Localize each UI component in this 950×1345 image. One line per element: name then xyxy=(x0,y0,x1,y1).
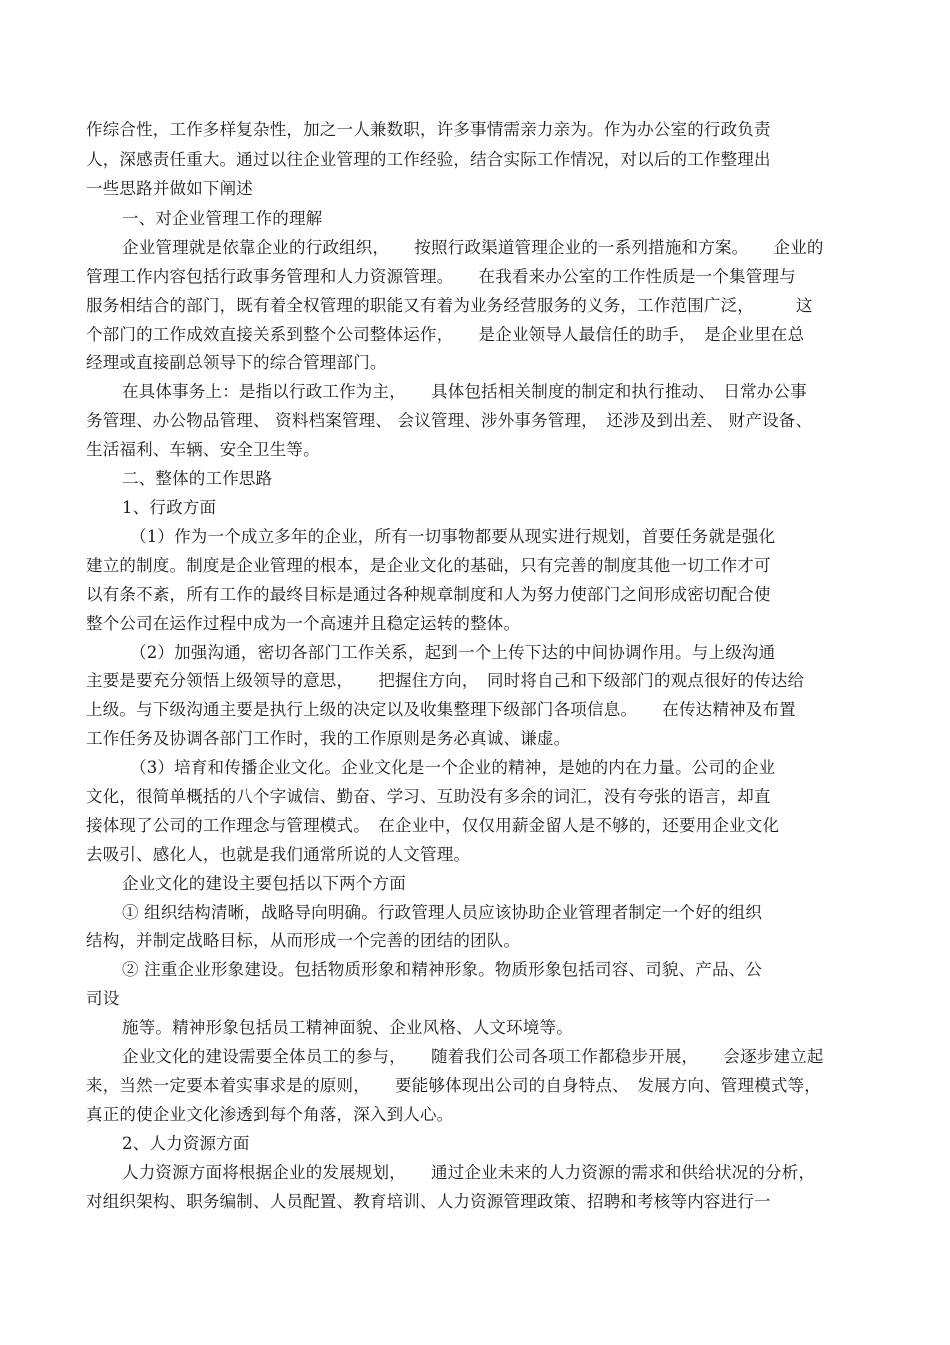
paragraph-line: 生活福利、车辆、安全卫生等。 xyxy=(86,440,320,459)
paragraph-line: 管理工作内容包括行政事务管理和人力资源管理。 在我看来办公室的工作性质是一个集管理与 xyxy=(86,267,796,286)
paragraph-line: 企业管理就是依靠企业的行政组织， 按照行政渠道管理企业的一系列措施和方案。 企业的 xyxy=(122,238,824,257)
paragraph-line: 服务相结合的部门，既有着全权管理的职能又有着为业务经营服务的义务，工作范围广泛， 这 xyxy=(86,296,813,315)
paragraph-line: 司设 xyxy=(86,989,120,1008)
paragraph-line: 去吸引、感化人，也就是我们通常所说的人文管理。 xyxy=(86,845,471,864)
paragraph-line: 个部门的工作成效直接关系到整个公司整体运作， 是企业领导人最信任的助手， 是企业里在总 xyxy=(86,325,805,344)
paragraph-line: 接体现了公司的工作理念与管理模式。 在企业中，仅仅用薪金留人是不够的，还要用企业文化 xyxy=(86,816,780,835)
paragraph-line: 以有条不紊，所有工作的最终目标是通过各种规章制度和人为努力使部门之间形成密切配合使 xyxy=(86,585,771,604)
paragraph-line: 真正的使企业文化渗透到每个角落，深入到人心。 xyxy=(86,1105,454,1124)
paragraph-line: （3）培育和传播企业文化。企业文化是一个企业的精神，是她的内在力量。公司的企业 xyxy=(130,758,776,777)
paragraph-line: 企业文化的建设主要包括以下两个方面 xyxy=(122,874,406,893)
paragraph-line: （2）加强沟通，密切各部门工作关系，起到一个上传下达的中间协调作用。与上级沟通 xyxy=(130,643,776,662)
paragraph-line: 人力资源方面将根据企业的发展规划， 通过企业未来的人力资源的需求和供给状况的分析， xyxy=(122,1163,816,1182)
paragraph-line: ① 组织结构清晰，战略导向明确。行政管理人员应该协助企业管理者制定一个好的组织 xyxy=(122,903,763,922)
paragraph-line: 整个公司在运作过程中成为一个高速并且稳定运转的整体。 xyxy=(86,614,521,633)
paragraph-line: 工作任务及协调各部门工作时，我的工作原则是务必真诚、谦虚。 xyxy=(86,729,571,748)
paragraph-line: 作综合性，工作多样复杂性，加之一人兼数职，许多事情需亲力亲为。作为办公室的行政负责 xyxy=(86,120,771,139)
paragraph-line: 务管理、办公物品管理、 资料档案管理、 会议管理、涉外事务管理， 还涉及到出差、 财产设备、 xyxy=(86,411,813,430)
paragraph-line: 施等。精神形象包括员工精神面貌、企业风格、人文环境等。 xyxy=(122,1018,573,1037)
subsection-heading: 1、行政方面 xyxy=(122,498,217,517)
paragraph-line: 结构，并制定战略目标，从而形成一个完善的团结的团队。 xyxy=(86,931,521,950)
paragraph-line: 企业文化的建设需要全体员工的参与， 随着我们公司各项工作都稳步开展， 会逐步建立起 xyxy=(122,1047,824,1066)
paragraph-line: 对组织架构、职务编制、人员配置、教育培训、人力资源管理政策、招聘和考核等内容进行一 xyxy=(86,1192,771,1211)
paragraph-line: 在具体事务上：是指以行政工作为主， 具体包括相关制度的制定和执行推动、 日常办公事 xyxy=(122,382,807,401)
paragraph-line: 建立的制度。制度是企业管理的根本，是企业文化的基础，只有完善的制度其他一切工作才可 xyxy=(86,556,771,575)
paragraph-line: 人，深感责任重大。通过以往企业管理的工作经验，结合实际工作情况，对以后的工作整理出 xyxy=(86,150,771,169)
paragraph-line: 经理或直接副总领导下的综合管理部门。 xyxy=(86,353,387,372)
paragraph-line: ② 注重企业形象建设。包括物质形象和精神形象。物质形象包括司容、司貌、产品、公 xyxy=(122,960,763,979)
paragraph-line: （1）作为一个成立多年的企业，所有一切事物都要从现实进行规划，首要任务就是强化 xyxy=(130,527,776,546)
section-heading: 二、整体的工作思路 xyxy=(122,469,273,488)
paragraph-line: 文化，很简单概括的八个字诚信、勤奋、学习、互助没有多余的词汇，没有夸张的语言，却直 xyxy=(86,787,771,806)
paragraph-line: 一些思路并做如下阐述 xyxy=(86,179,253,198)
subsection-heading: 2、人力资源方面 xyxy=(122,1134,250,1153)
paragraph-line: 上级。与下级沟通主要是执行上级的决定以及收集整理下级部门各项信息。 在传达精神及布置 xyxy=(86,700,796,719)
paragraph-line: 主要是要充分领悟上级领导的意思， 把握住方向， 同时将自己和下级部门的观点很好的传达给 xyxy=(86,671,805,690)
paragraph-line: 来，当然一定要本着实事求是的原则， 要能够体现出公司的自身特点、 发展方向、管理模式等， xyxy=(86,1076,821,1095)
section-heading: 一、对企业管理工作的理解 xyxy=(122,209,323,228)
